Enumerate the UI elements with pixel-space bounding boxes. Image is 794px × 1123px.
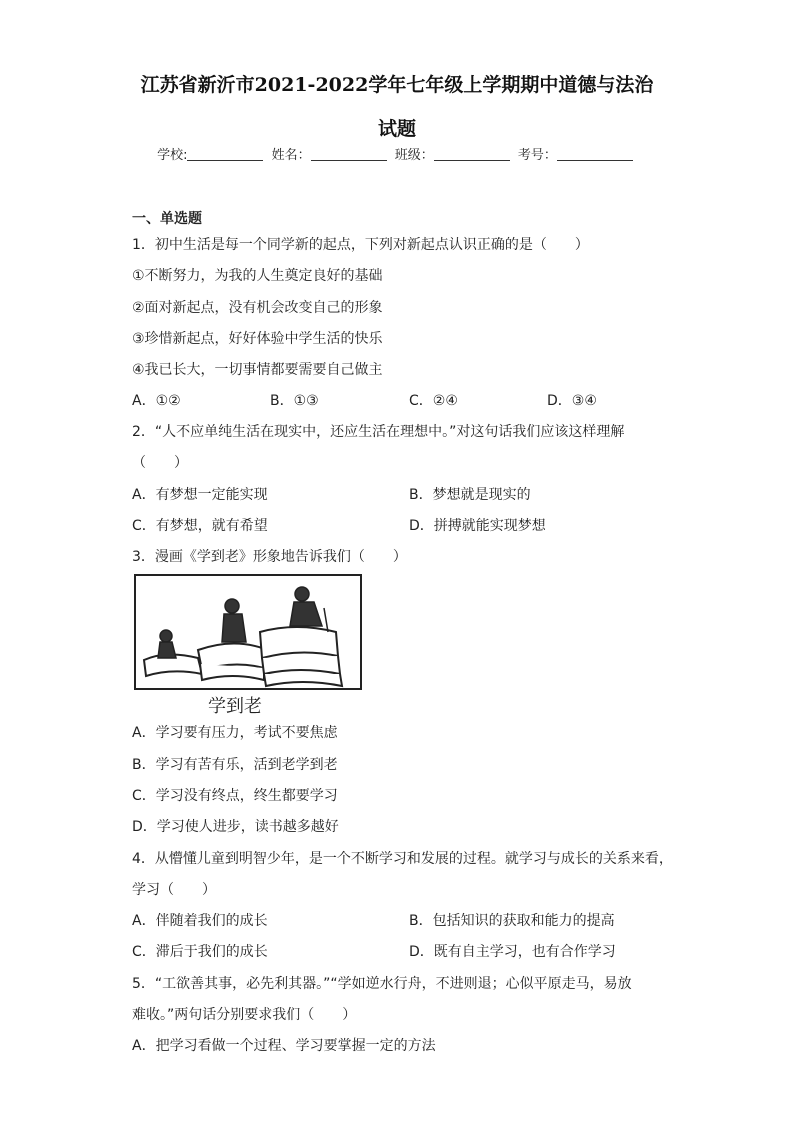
- id-label: 考号：: [517, 148, 557, 163]
- q3-option-b: B．学习有苦有乐，活到老学到老: [132, 757, 338, 773]
- name-blank: [311, 146, 387, 161]
- q3-option-c: C．学习没有终点，终生都要学习: [132, 788, 338, 804]
- q4-stem-line2: 学习（ ）: [132, 882, 216, 898]
- school-label: 学校:: [157, 148, 188, 163]
- q3-option-d: D．学习使人进步，读书越多越好: [132, 819, 339, 835]
- q1-item-1: ①不断努力，为我的人生奠定良好的基础: [132, 268, 383, 284]
- q1-option-a: A．①②: [132, 393, 181, 409]
- q3-stem: 3．漫画《学到老》形象地告诉我们（ ）: [132, 549, 407, 565]
- q5-stem-line2: 难收。”两句话分别要求我们（ ）: [132, 1007, 357, 1023]
- id-blank: [557, 146, 633, 161]
- q1-option-c: C．②④: [409, 393, 458, 409]
- q5-stem-line1: 5．“工欲善其事，必先利其器。”“学如逆水行舟，不进则退；心似平原走马，易放: [132, 976, 632, 992]
- student-info-row: [0, 144, 794, 163]
- q2-option-c: C．有梦想，就有希望: [132, 518, 268, 534]
- cartoon-figure: [134, 574, 362, 690]
- name-label: 姓名：: [271, 148, 311, 163]
- q5-option-a: A．把学习看做一个过程、学习要掌握一定的方法: [132, 1038, 436, 1054]
- q4-stem-line1: 4．从懵懂儿童到明智少年，是一个不断学习和发展的过程。就学习与成长的关系来看，: [132, 851, 673, 867]
- q1-item-3: ③珍惜新起点，好好体验中学生活的快乐: [132, 331, 383, 347]
- school-blank: [187, 146, 263, 161]
- class-blank: [434, 146, 510, 161]
- q4-option-d: D．既有自主学习，也有合作学习: [409, 944, 616, 960]
- q4-option-a: A．伴随着我们的成长: [132, 913, 268, 929]
- q2-stem-line2: （ ）: [132, 455, 188, 471]
- q1-option-d: D．③④: [547, 393, 597, 409]
- q2-stem-line1: 2．“人不应单纯生活在现实中，还应生活在理想中。”对这句话我们应该这样理解: [132, 424, 625, 440]
- q1-stem: 1．初中生活是每一个同学新的起点，下列对新起点认识正确的是（ ）: [132, 237, 589, 253]
- cartoon-illustration: [136, 576, 360, 688]
- q1-option-b: B．①③: [270, 393, 319, 409]
- q2-option-d: D．拼搏就能实现梦想: [409, 518, 546, 534]
- q4-option-c: C．滞后于我们的成长: [132, 944, 268, 960]
- q3-option-a: A．学习要有压力，考试不要焦虑: [132, 725, 338, 741]
- q1-item-4: ④我已长大，一切事情都要需要自己做主: [132, 362, 383, 378]
- section-heading: 一、单选题: [132, 211, 202, 227]
- page-title-line2: 试题: [377, 118, 416, 140]
- class-label: 班级：: [394, 148, 434, 163]
- q2-option-b: B．梦想就是现实的: [409, 487, 531, 503]
- figure-caption: 学到老: [208, 696, 262, 717]
- q4-option-b: B．包括知识的获取和能力的提高: [409, 913, 615, 929]
- q1-item-2: ②面对新起点，没有机会改变自己的形象: [132, 300, 383, 316]
- page-title-line1: 江苏省新沂市2021-2022学年七年级上学期期中道德与法治: [140, 74, 654, 96]
- q2-option-a: A．有梦想一定能实现: [132, 487, 268, 503]
